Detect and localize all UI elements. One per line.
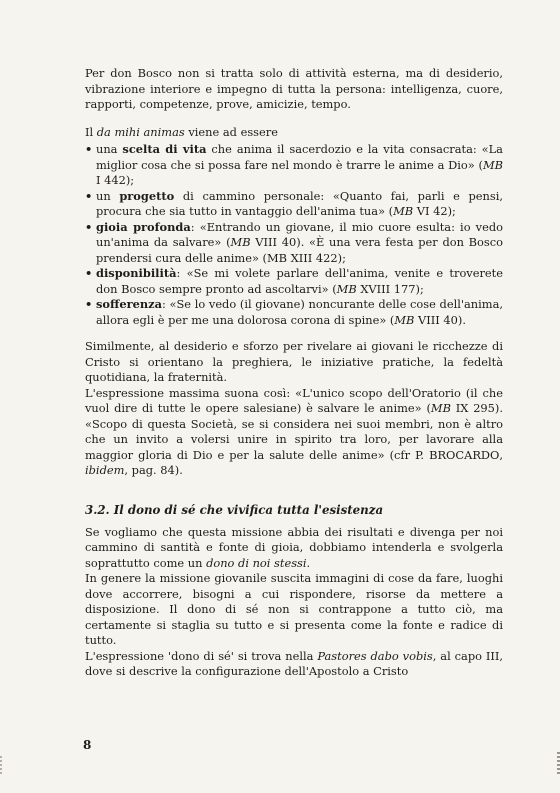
text-run: un xyxy=(96,188,120,203)
text-run: viene ad essere xyxy=(184,124,278,139)
text-run: L'espressione massima suona così: «L'unico scopo dell'Oratorio (il che vuol dire di tutte le opere salesiane) è salvare le anime» ( xyxy=(85,385,503,415)
text-run: . xyxy=(306,555,311,570)
author-name: BROCARDO xyxy=(429,447,500,462)
list-item-disponibilita xyxy=(85,266,503,297)
paragraph-similmente: Similmente, al desiderio e sforzo per rivelare ai giovani le ricchezze di Cristo si orientano la preghiera, le iniziative pratiche, la fedeltà quotidiana, la fraternità. xyxy=(85,339,503,384)
paragraph-espressione-massima xyxy=(85,386,503,479)
text-run: di cammino personale: «Quanto fai, parli e pensi, procura che sia tutto in vantaggio dell'anima tua» ( xyxy=(96,188,503,218)
text-run: VIII 40). xyxy=(414,312,466,327)
text-run: , xyxy=(499,447,503,462)
paragraph-missione-giovanile: In genere la missione giovanile suscita immagini di cose da fare, luoghi dove accorrere, bisogni a cui rispondere, risorse da mettere a disposizione. Il dono di sé non si contrappone a tutto ciò, ma certamente si staglia su tutto e si presenta come la fonte e radice di tutto. xyxy=(85,571,503,647)
italic-title: Pastores dabo vobis xyxy=(317,648,433,663)
bold-term: sofferenza xyxy=(96,297,162,311)
text-run: IX 295). «Scopo di questa Società, se si considera nei suoi membri, non è altro che un invito a volersi unire in spirito tra loro, per lavorare alla maggior gloria di Dio e per la salute delle anime» (cfr P. xyxy=(85,401,503,462)
list-item-scelta-di-vita xyxy=(85,142,503,189)
paragraph-missione xyxy=(85,525,503,572)
text-run: , pag. 84). xyxy=(124,463,183,477)
text-run: XVIII 177); xyxy=(356,281,424,296)
list-item-progetto xyxy=(85,189,503,220)
bold-term: progetto xyxy=(119,188,175,203)
citation-mb: MB xyxy=(336,281,357,296)
citation-mb: MB xyxy=(394,312,415,327)
text-run: L'espressione 'dono di sé' si trova nella xyxy=(85,648,318,663)
italic-ibidem: ibidem xyxy=(85,463,125,477)
page-body xyxy=(85,66,503,680)
citation-mb: MB xyxy=(430,401,451,415)
text-run: una xyxy=(96,142,123,156)
bold-term: disponibilità xyxy=(96,266,177,280)
page-number: 8 xyxy=(83,738,92,752)
bold-term: scelta di vita xyxy=(122,142,207,156)
citation-mb: MB xyxy=(482,157,503,172)
text-run: : «Entrando un giovane, il mio cuore esulta: io vedo un'anima da salvare» ( xyxy=(96,219,503,249)
text-run: : «Se mi volete parlare dell'anima, venite e troverete don Bosco sempre pronto ad ascoltarvi» ( xyxy=(96,266,503,296)
section-title: Il dono di sé che vivifica tutta l'esistenza xyxy=(113,502,384,517)
citation-mb: MB xyxy=(230,235,251,249)
text-run: Se vogliamo che questa missione abbia dei risultati e divenga per noi cammino di santità e fonte di gioia, dobbiamo intenderla e svolgerla soprattutto come un xyxy=(85,524,503,570)
text-run: , al capo III, dove si descrive la configurazione dell'Apostolo a Cristo xyxy=(85,648,504,678)
italic-phrase: da mihi animas xyxy=(96,124,185,139)
bold-term: gioia profonda xyxy=(96,219,191,234)
text-run: che anima il sacerdozio e la vita consacrata: «La miglior cosa che si possa fare nel mondo è trarre le anime a Dio» ( xyxy=(96,142,503,172)
section-number: 3.2. xyxy=(85,502,110,517)
paragraph-da-mihi-animas xyxy=(85,125,503,141)
list-item-sofferenza xyxy=(85,297,503,328)
text-run: Il xyxy=(85,124,97,139)
bullet-list xyxy=(85,142,503,328)
section-heading xyxy=(85,503,503,517)
citation-mb: MB xyxy=(393,204,414,218)
text-run: VI 42); xyxy=(413,204,456,218)
text-run: I 442); xyxy=(96,173,135,187)
text-run: VIII 40). «È una vera festa per don Bosco prendersi cura delle anime» (MB XIII 422); xyxy=(96,235,503,265)
paragraph-dono-di-se xyxy=(85,649,503,680)
list-item-gioia-profonda xyxy=(85,220,503,267)
text-run: : «Se lo vedo (il giovane) noncurante delle cose dell'anima, allora egli è per me una dolorosa corona di spine» ( xyxy=(96,297,503,327)
italic-phrase: dono di noi stessi xyxy=(206,555,307,570)
paragraph-intro: Per don Bosco non si tratta solo di attività esterna, ma di desiderio, vibrazione interiore e impegno di tutta la persona: intelligenza, cuore, rapporti, competenze, prove, amicizie, tempo. xyxy=(85,66,503,111)
scan-edge-mark-left xyxy=(0,756,2,774)
